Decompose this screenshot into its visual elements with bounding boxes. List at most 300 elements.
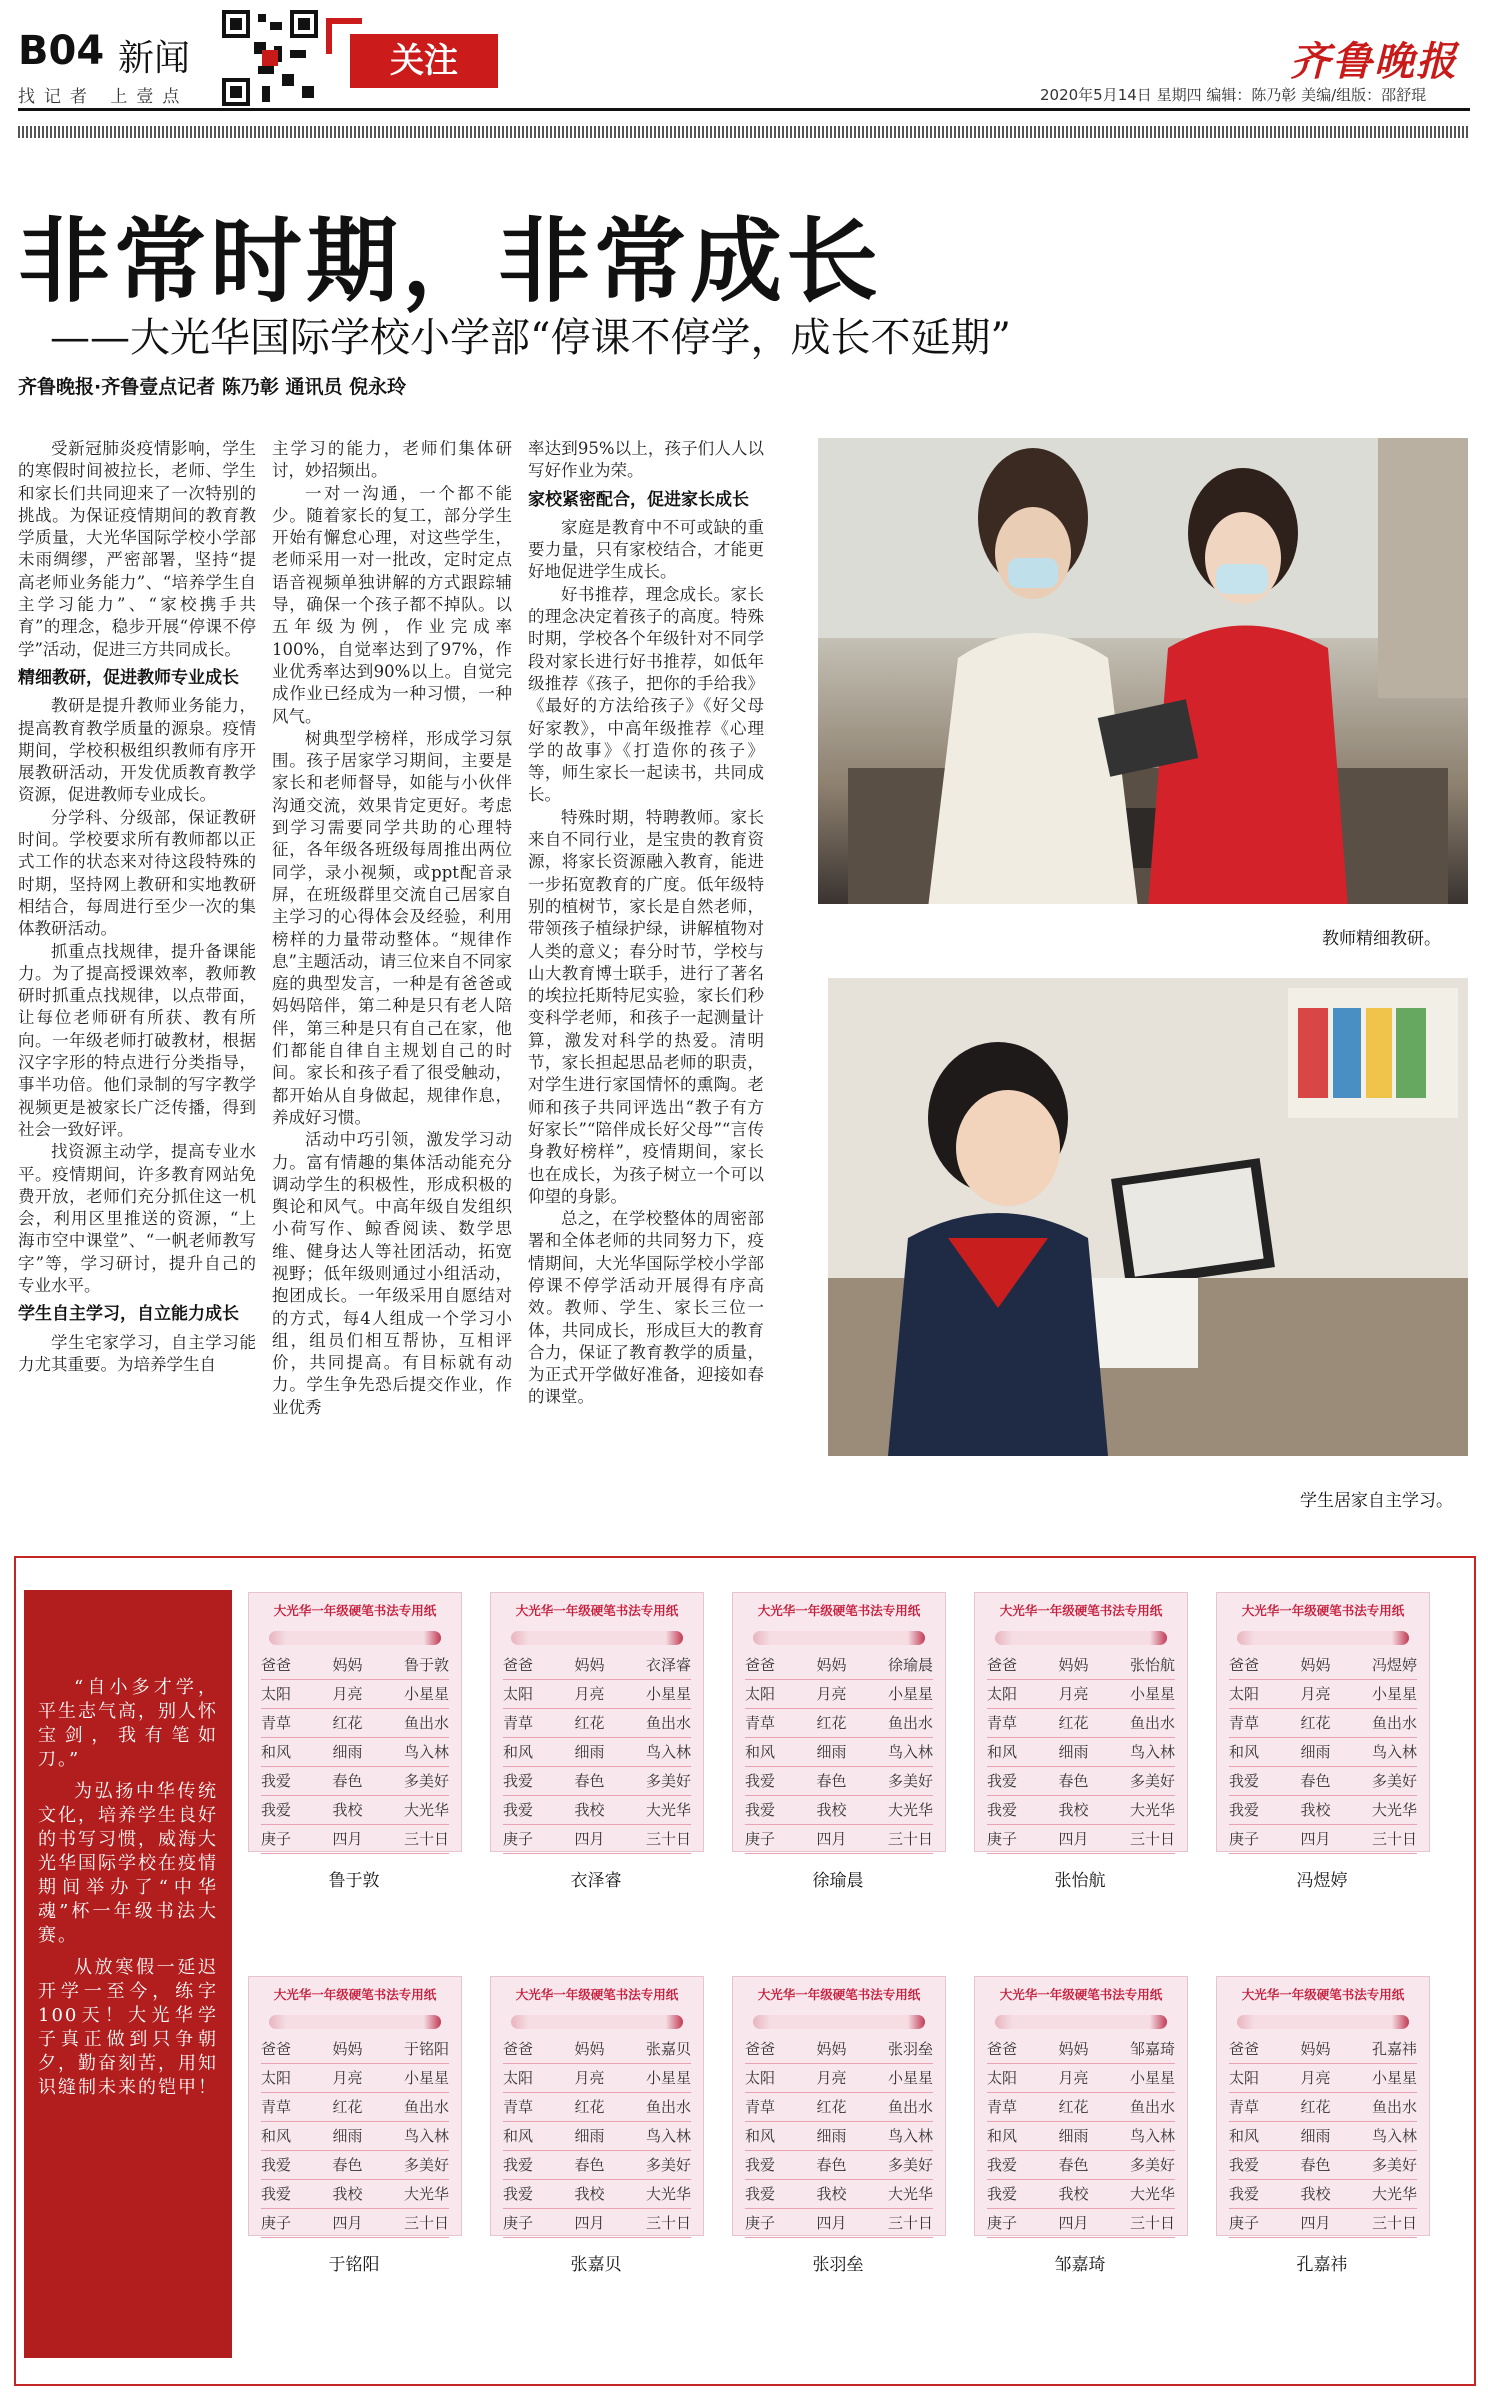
practice-row: [261, 2180, 449, 2209]
practice-word: 月亮: [816, 2069, 847, 2087]
practice-word: 四月: [332, 2214, 363, 2232]
sheet-title: 大光华一年级硬笔书法专用纸: [999, 1603, 1163, 1618]
practice-row: [503, 2151, 691, 2180]
practice-row: [987, 1738, 1175, 1767]
practice-grid: [503, 2035, 691, 2238]
practice-row: [1229, 1796, 1417, 1825]
pencil-banner-icon: [511, 2015, 683, 2029]
practice-word: 三十日: [403, 1830, 449, 1848]
practice-word: 我校: [1058, 1801, 1089, 1819]
practice-word: 大光华: [1371, 1801, 1417, 1819]
practice-word: 我爱: [503, 2185, 534, 2203]
practice-word: 青草: [503, 1714, 534, 1732]
practice-row: [261, 2151, 449, 2180]
student-name: 张嘉贝: [570, 2255, 622, 2275]
practice-row: [745, 2064, 933, 2093]
paragraph: 教研是提升教师业务能力，提高教育教学质量的源泉。疫情期间，学校积极组织教师有序开展教研活动，开发优质教育教学资源，促进教师专业成长。: [18, 696, 256, 805]
practice-word: 三十日: [1371, 2214, 1417, 2232]
pencil-banner-icon: [269, 2015, 441, 2029]
practice-grid: [1229, 1651, 1417, 1854]
sheet-title: 大光华一年级硬笔书法专用纸: [273, 1987, 437, 2002]
practice-word: 鸟入林: [887, 1743, 933, 1761]
date-editor-line: 2020年5月14日 星期四 编辑：陈乃彰 美编/组版：邵舒琨: [1040, 86, 1427, 104]
practice-word: 四月: [1300, 2214, 1331, 2232]
practice-word: 庚子: [745, 2214, 776, 2232]
sheet-title: 大光华一年级硬笔书法专用纸: [515, 1603, 679, 1618]
practice-word: 我校: [574, 2185, 605, 2203]
practice-word: 我爱: [1229, 1772, 1260, 1790]
practice-word: 青草: [261, 2098, 292, 2116]
practice-row: [745, 2151, 933, 2180]
practice-row: [1229, 2151, 1417, 2180]
subheadline: ——大光华国际学校小学部“停课不停学，成长不延期”: [50, 315, 1011, 361]
practice-word: 细雨: [574, 1743, 605, 1761]
practice-row: [261, 1738, 449, 1767]
practice-word: 多美好: [403, 2156, 449, 2174]
practice-word: 妈妈: [1300, 2040, 1331, 2058]
practice-word: 细雨: [816, 1743, 847, 1761]
article-column-2: [272, 438, 512, 1419]
practice-word: 细雨: [1058, 2127, 1089, 2145]
practice-row: [745, 1680, 933, 1709]
section-name: 新闻: [118, 38, 191, 79]
calligraphy-sheet: [974, 1592, 1188, 1852]
sheet-title: 大光华一年级硬笔书法专用纸: [1241, 1603, 1405, 1618]
student-name: 邹嘉琦: [1054, 2255, 1106, 2275]
practice-word: 小星星: [887, 2069, 933, 2087]
practice-row: [987, 2209, 1175, 2238]
practice-word: 我校: [1300, 2185, 1331, 2203]
pencil-banner-icon: [995, 2015, 1167, 2029]
practice-word: 和风: [503, 1743, 534, 1761]
practice-word: 我校: [816, 2185, 847, 2203]
practice-row: [987, 1680, 1175, 1709]
practice-word: 月亮: [574, 1685, 605, 1703]
practice-word: 春色: [816, 1772, 847, 1790]
practice-word: 三十日: [1129, 1830, 1175, 1848]
practice-word: 庚子: [261, 2214, 292, 2232]
practice-row: [261, 1680, 449, 1709]
practice-word: 衣泽睿: [645, 1656, 691, 1674]
practice-word: 青草: [987, 2098, 1018, 2116]
practice-row: [503, 1767, 691, 1796]
practice-word: 小星星: [403, 2069, 449, 2087]
practice-word: 大光华: [1129, 2185, 1175, 2203]
calligraphy-sheet: [248, 1592, 462, 1852]
practice-row: [503, 1680, 691, 1709]
practice-word: 我校: [1300, 1801, 1331, 1819]
practice-word: 春色: [816, 2156, 847, 2174]
practice-row: [1229, 2122, 1417, 2151]
practice-row: [261, 2209, 449, 2238]
practice-word: 鱼出水: [1371, 2098, 1417, 2116]
practice-row: [745, 2093, 933, 2122]
student-name: 孔嘉祎: [1296, 2255, 1348, 2275]
article-column-1: [18, 438, 256, 1376]
practice-row: [503, 2180, 691, 2209]
practice-word: 和风: [503, 2127, 534, 2145]
practice-row: [261, 1651, 449, 1680]
practice-word: 庚子: [987, 1830, 1018, 1848]
practice-word: 月亮: [574, 2069, 605, 2087]
page-number: B04: [18, 28, 105, 74]
practice-word: 鱼出水: [887, 2098, 933, 2116]
practice-word: 红花: [574, 1714, 605, 1732]
paragraph: 好书推荐，理念成长。家长的理念决定着孩子的高度。特殊时期，学校各个年级针对不同学段对家长进行好书推荐，如低年级推荐《孩子，把你的手给我》《最好的方法给孩子》《好父母 好家教》，中高年级推荐《心理学的故事》《打造你的孩子》等，师生家长一起读书，共同成长。: [528, 584, 764, 805]
practice-word: 青草: [745, 1714, 776, 1732]
practice-word: 春色: [1058, 1772, 1089, 1790]
practice-word: 我爱: [261, 2156, 292, 2174]
practice-word: 红花: [1300, 1714, 1331, 1732]
practice-word: 小星星: [403, 1685, 449, 1703]
student-name: 冯煜婷: [1296, 1871, 1348, 1891]
practice-word: 鸟入林: [1129, 2127, 1175, 2145]
practice-word: 鱼出水: [1371, 1714, 1417, 1732]
practice-word: 和风: [1229, 2127, 1260, 2145]
practice-row: [987, 1767, 1175, 1796]
practice-row: [503, 1651, 691, 1680]
practice-row: [261, 1709, 449, 1738]
sheet-title: 大光华一年级硬笔书法专用纸: [999, 1987, 1163, 2002]
practice-grid: [261, 2035, 449, 2238]
practice-word: 爸爸: [503, 2040, 534, 2058]
sheet-title: 大光华一年级硬笔书法专用纸: [757, 1603, 921, 1618]
practice-row: [745, 1709, 933, 1738]
sheet-title: 大光华一年级硬笔书法专用纸: [1241, 1987, 1405, 2002]
practice-word: 三十日: [887, 2214, 933, 2232]
calligraphy-sheet: [490, 1976, 704, 2236]
practice-row: [261, 1767, 449, 1796]
practice-word: 四月: [1058, 2214, 1089, 2232]
practice-word: 我爱: [1229, 1801, 1260, 1819]
practice-row: [987, 2122, 1175, 2151]
practice-word: 我爱: [503, 1772, 534, 1790]
paragraph: 率达到95%以上，孩子们人人以写好作业为荣。: [528, 439, 764, 481]
practice-word: 红花: [816, 2098, 847, 2116]
practice-word: 鱼出水: [403, 2098, 449, 2116]
sheet-title: 大光华一年级硬笔书法专用纸: [515, 1987, 679, 2002]
practice-word: 春色: [574, 2156, 605, 2174]
calligraphy-sheet: [1216, 1976, 1430, 2236]
practice-word: 青草: [745, 2098, 776, 2116]
practice-word: 爸爸: [261, 1656, 292, 1674]
practice-word: 四月: [332, 1830, 363, 1848]
practice-word: 我爱: [503, 1801, 534, 1819]
practice-word: 三十日: [1129, 2214, 1175, 2232]
practice-word: 红花: [332, 1714, 363, 1732]
practice-word: 妈妈: [1058, 1656, 1089, 1674]
practice-word: 庚子: [261, 1830, 292, 1848]
practice-word: 青草: [503, 2098, 534, 2116]
paragraph: 树典型学榜样，形成学习氛围。孩子居家学习期间，主要是家长和老师督导，如能与小伙伴沟通交流，效果肯定更好。考虑到学习需要同学共助的心理特征，各年级各班级每周推出两位同学，录小视频，或ppt配音录屏，在班级群里交流自己居家自主学习的心得体会及经验，利用榜样的力量带动整体。“规律作息”主题活动，请三位来自不同家庭的典型发言，一种是有爸爸或妈妈陪伴，第二种是只有老人陪伴，第三种是只有自己在家，他们都能自律自主规划自己的时间。家长和孩子看了很受触动，都开始从自身做起，规律作息，养成好习惯。: [272, 728, 512, 1127]
page-header: [0, 0, 1488, 120]
practice-word: 庚子: [1229, 2214, 1260, 2232]
practice-word: 和风: [1229, 1743, 1260, 1761]
practice-row: [503, 2035, 691, 2064]
practice-word: 鱼出水: [403, 1714, 449, 1732]
practice-row: [503, 1709, 691, 1738]
practice-word: 四月: [574, 1830, 605, 1848]
practice-grid: [745, 2035, 933, 2238]
practice-word: 我爱: [987, 2156, 1018, 2174]
practice-word: 和风: [745, 1743, 776, 1761]
practice-row: [1229, 1767, 1417, 1796]
practice-word: 张羽垒: [887, 2040, 933, 2058]
practice-word: 春色: [332, 1772, 363, 1790]
paragraph: 一对一沟通，一个都不能少。随着家长的复工，部分学生开始有懈怠心理，对这些学生，老师采用一对一批改，定时定点语音视频单独讲解的方式跟踪辅导，确保一个孩子都不掉队。以五年级为例，作业完成率100%，自觉率达到了97%，作业优秀率达到90%以上。自觉完成作业已经成为一种习惯，一种风气。: [272, 483, 512, 726]
practice-word: 冯煜婷: [1371, 1656, 1417, 1674]
student-name: 徐瑜晨: [812, 1871, 864, 1891]
practice-word: 三十日: [403, 2214, 449, 2232]
practice-grid: [503, 1651, 691, 1854]
photo-teachers-research: [818, 438, 1468, 904]
practice-word: 爸爸: [261, 2040, 292, 2058]
practice-row: [745, 1767, 933, 1796]
practice-word: 太阳: [745, 2069, 776, 2087]
practice-grid: [261, 1651, 449, 1854]
practice-word: 鸟入林: [403, 2127, 449, 2145]
pencil-banner-icon: [269, 1631, 441, 1645]
practice-word: 我爱: [261, 2185, 292, 2203]
practice-row: [503, 1738, 691, 1767]
calligraphy-intro-panel: [24, 1590, 232, 2358]
practice-row: [987, 1709, 1175, 1738]
practice-word: 徐瑜晨: [887, 1656, 933, 1674]
practice-word: 大光华: [403, 1801, 449, 1819]
practice-word: 多美好: [1129, 2156, 1175, 2174]
practice-word: 小星星: [1129, 1685, 1175, 1703]
sheet-title: 大光华一年级硬笔书法专用纸: [757, 1987, 921, 2002]
paragraph: 找资源主动学，提高专业水平。疫情期间，许多教育网站免费开放，老师们充分抓住这一机会，利用区里推送的资源，“上海市空中课堂”、“一帆老师教写字”等，学习研讨，提升自己的专业水平。: [18, 1142, 256, 1295]
section-slogan: 找记者 上壹点: [18, 87, 189, 107]
practice-word: 我校: [574, 1801, 605, 1819]
practice-word: 红花: [1058, 1714, 1089, 1732]
practice-word: 细雨: [1300, 2127, 1331, 2145]
student-name: 鲁于敦: [328, 1871, 380, 1891]
article-column-3: [528, 438, 764, 1409]
paragraph: 抓重点找规律，提升备课能力。为了提高授课效率，教师教研时抓重点找规律，以点带面，让每位老师研有所获、教有所向。一年级老师打破教材，根据汉字字形的特点进行分类指导，事半功倍。他们录制的写字教学视频更是被家长广泛传播，得到社会一致好评。: [18, 941, 256, 1139]
practice-word: 爸爸: [503, 1656, 534, 1674]
practice-word: 和风: [261, 1743, 292, 1761]
practice-grid: [987, 2035, 1175, 2238]
intro-closing: 从放寒假一延迟开学一至今，练字100天！大光华学子真正做到只争朝夕，勤奋刻苦，用知识缝制未来的铠甲！: [38, 1957, 218, 2098]
qr-code-icon: [222, 10, 318, 106]
practice-word: 太阳: [1229, 1685, 1260, 1703]
paragraph: 受新冠肺炎疫情影响，学生的寒假时间被拉长，老师、学生和家长们共同迎来了一次特别的挑战。为保证疫情期间的教育教学质量，大光华国际学校小学部未雨绸缪，严密部署，坚持“提高老师业务能力”、“培养学生自主学习能力”、“家校携手共育”的理念，稳步开展“停课不停学”活动，促进三方共同成长。: [18, 439, 256, 659]
practice-row: [987, 2180, 1175, 2209]
practice-word: 大光华: [887, 1801, 933, 1819]
calligraphy-sheet: [1216, 1592, 1430, 1852]
sheet-title: 大光华一年级硬笔书法专用纸: [273, 1603, 437, 1618]
practice-word: 我校: [816, 1801, 847, 1819]
paragraph: 分学科、分级部，保证教研时间。学校要求所有教师都以正式工作的状态来对待这段特殊的时期，坚持网上教研和实地教研相结合，每周进行至少一次的集体教研活动。: [18, 807, 256, 939]
practice-row: [261, 2064, 449, 2093]
practice-word: 大光华: [645, 2185, 691, 2203]
practice-word: 四月: [816, 1830, 847, 1848]
student-name: 衣泽睿: [570, 1871, 622, 1891]
practice-word: 青草: [987, 1714, 1018, 1732]
practice-word: 张嘉贝: [645, 2040, 691, 2058]
newspaper-masthead: 齐鲁晚报: [1290, 38, 1458, 85]
student-name: 张怡航: [1054, 1871, 1106, 1891]
pencil-banner-icon: [753, 2015, 925, 2029]
practice-row: [987, 1825, 1175, 1854]
practice-word: 月亮: [1058, 1685, 1089, 1703]
practice-word: 大光华: [645, 1801, 691, 1819]
practice-word: 月亮: [1058, 2069, 1089, 2087]
practice-word: 细雨: [1300, 1743, 1331, 1761]
practice-word: 和风: [987, 2127, 1018, 2145]
practice-row: [1229, 1709, 1417, 1738]
practice-row: [503, 1825, 691, 1854]
practice-word: 我爱: [987, 2185, 1018, 2203]
practice-word: 我校: [332, 2185, 363, 2203]
practice-word: 太阳: [987, 1685, 1018, 1703]
practice-word: 我爱: [987, 1772, 1018, 1790]
practice-word: 月亮: [1300, 1685, 1331, 1703]
practice-word: 鱼出水: [645, 1714, 691, 1732]
practice-row: [745, 1796, 933, 1825]
practice-word: 太阳: [261, 2069, 292, 2087]
practice-word: 邹嘉琦: [1129, 2040, 1175, 2058]
paragraph: 活动中巧引领，激发学习动力。富有情趣的集体活动能充分调动学生的积极性，形成积极的舆论和风气。中高年级自发组织小荷写作、鲸香阅读、数学思维、健身达人等社团活动，拓宽视野；低年级则通过小组活动，抱团成长。一年级采用自愿结对的方式，每4人组成一个学习小组，组员们相互帮协，互相评价，共同提高。有目标就有动力。学生争先恐后提交作业，作业优秀: [272, 1130, 512, 1417]
practice-word: 小星星: [887, 1685, 933, 1703]
practice-word: 爸爸: [1229, 2040, 1260, 2058]
practice-row: [1229, 1651, 1417, 1680]
pencil-banner-icon: [1237, 1631, 1409, 1645]
section-heading: 精细教研，促进教师专业成长: [18, 667, 239, 688]
practice-word: 张怡航: [1129, 1656, 1175, 1674]
calligraphy-sheet: [974, 1976, 1188, 2236]
practice-word: 庚子: [503, 2214, 534, 2232]
practice-word: 鸟入林: [1129, 1743, 1175, 1761]
practice-word: 四月: [1300, 1830, 1331, 1848]
practice-word: 妈妈: [1058, 2040, 1089, 2058]
practice-row: [1229, 2180, 1417, 2209]
practice-word: 月亮: [1300, 2069, 1331, 2087]
practice-word: 鸟入林: [1371, 2127, 1417, 2145]
practice-word: 细雨: [332, 1743, 363, 1761]
practice-word: 大光华: [1371, 2185, 1417, 2203]
practice-word: 鸟入林: [645, 1743, 691, 1761]
practice-word: 春色: [332, 2156, 363, 2174]
practice-word: 太阳: [1229, 2069, 1260, 2087]
practice-row: [987, 2035, 1175, 2064]
practice-word: 月亮: [332, 2069, 363, 2087]
practice-word: 和风: [987, 1743, 1018, 1761]
practice-word: 青草: [261, 1714, 292, 1732]
practice-word: 妈妈: [574, 2040, 605, 2058]
practice-word: 我爱: [261, 1772, 292, 1790]
practice-word: 大光华: [1129, 1801, 1175, 1819]
practice-word: 红花: [816, 1714, 847, 1732]
practice-word: 细雨: [332, 2127, 363, 2145]
calligraphy-sheet: [732, 1976, 946, 2236]
practice-word: 小星星: [1371, 2069, 1417, 2087]
practice-word: 爸爸: [1229, 1656, 1260, 1674]
practice-word: 我爱: [1229, 2185, 1260, 2203]
practice-word: 多美好: [1371, 1772, 1417, 1790]
practice-word: 爸爸: [745, 1656, 776, 1674]
practice-word: 鱼出水: [887, 1714, 933, 1732]
practice-word: 多美好: [645, 2156, 691, 2174]
practice-row: [987, 2093, 1175, 2122]
practice-word: 青草: [1229, 2098, 1260, 2116]
practice-word: 于铭阳: [403, 2040, 449, 2058]
practice-word: 爸爸: [987, 2040, 1018, 2058]
practice-word: 小星星: [645, 1685, 691, 1703]
practice-word: 三十日: [645, 2214, 691, 2232]
practice-row: [745, 2209, 933, 2238]
practice-word: 月亮: [332, 1685, 363, 1703]
practice-row: [987, 2064, 1175, 2093]
practice-word: 和风: [261, 2127, 292, 2145]
practice-word: 庚子: [987, 2214, 1018, 2232]
practice-word: 春色: [1300, 1772, 1331, 1790]
section-heading: 学生自主学习，自立能力成长: [18, 1304, 239, 1325]
intro-event: 为弘扬中华传统文化，培养学生良好的书写习惯，威海大光华国际学校在疫情期间举办了“中华魂”杯一年级书法大赛。: [38, 1781, 218, 1946]
practice-word: 我校: [332, 1801, 363, 1819]
practice-row: [745, 1738, 933, 1767]
practice-word: 我爱: [1229, 2156, 1260, 2174]
practice-grid: [1229, 2035, 1417, 2238]
practice-word: 妈妈: [816, 1656, 847, 1674]
practice-word: 妈妈: [1300, 1656, 1331, 1674]
practice-word: 多美好: [887, 2156, 933, 2174]
student-name: 于铭阳: [328, 2255, 380, 2275]
practice-word: 三十日: [645, 1830, 691, 1848]
practice-row: [1229, 2064, 1417, 2093]
practice-row: [1229, 1680, 1417, 1709]
practice-word: 鱼出水: [1129, 1714, 1175, 1732]
paragraph: 学生宅家学习，自主学习能力尤其重要。为培养学生自: [18, 1332, 256, 1374]
practice-word: 鱼出水: [1129, 2098, 1175, 2116]
practice-word: 四月: [1058, 1830, 1089, 1848]
practice-word: 太阳: [261, 1685, 292, 1703]
section-heading: 家校紧密配合，促进家长成长: [528, 489, 749, 510]
practice-grid: [987, 1651, 1175, 1854]
practice-word: 我校: [1058, 2185, 1089, 2203]
practice-word: 春色: [1300, 2156, 1331, 2174]
practice-word: 春色: [574, 1772, 605, 1790]
practice-word: 爸爸: [745, 2040, 776, 2058]
practice-word: 鱼出水: [645, 2098, 691, 2116]
practice-row: [261, 1796, 449, 1825]
practice-word: 我爱: [745, 2156, 776, 2174]
practice-word: 我爱: [987, 1801, 1018, 1819]
practice-word: 妈妈: [816, 2040, 847, 2058]
practice-word: 青草: [1229, 1714, 1260, 1732]
practice-word: 春色: [1058, 2156, 1089, 2174]
practice-word: 多美好: [645, 1772, 691, 1790]
practice-word: 小星星: [645, 2069, 691, 2087]
header-hatch-rule: [18, 126, 1470, 138]
practice-row: [261, 2122, 449, 2151]
section-tag: 关注: [350, 34, 498, 88]
practice-word: 鸟入林: [403, 1743, 449, 1761]
practice-row: [1229, 2035, 1417, 2064]
practice-word: 鸟入林: [645, 2127, 691, 2145]
practice-word: 太阳: [503, 1685, 534, 1703]
practice-row: [503, 2093, 691, 2122]
paragraph: 特殊时期，特聘教师。家长来自不同行业，是宝贵的教育资源，将家长资源融入教育，能进一步拓宽教育的广度。低年级特别的植树节，家长是自然老师，带领孩子植绿护绿，讲解植物对人类的意义；春分时节，学校与山大教育博士联手，进行了著名的埃拉托斯特尼实验，家长们秒变科学老师，和孩子一起测量计算，激发对科学的热爱。清明节，家长担起思品老师的职责，对学生进行家国情怀的熏陶。老师和孩子共同评选出“教子有方好家长”“陪伴成长好父母”“言传身教好榜样”，疫情期间，家长也在成长，为孩子树立一个可以仰望的身影。: [528, 807, 764, 1206]
practice-row: [987, 1651, 1175, 1680]
calligraphy-sheet: [490, 1592, 704, 1852]
practice-word: 红花: [332, 2098, 363, 2116]
practice-word: 我爱: [261, 1801, 292, 1819]
calligraphy-sheet: [248, 1976, 462, 2236]
paragraph: 主学习的能力，老师们集体研讨，妙招频出。: [272, 439, 512, 481]
